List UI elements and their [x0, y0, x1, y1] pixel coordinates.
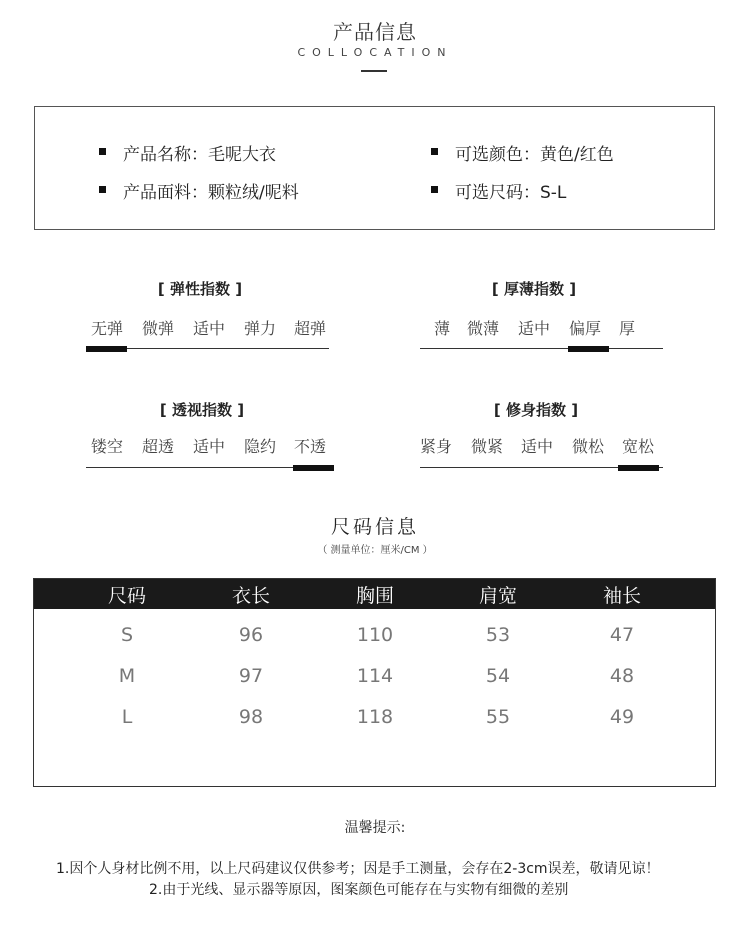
- table-cell: 48: [609, 665, 635, 687]
- fit-option: 宽松: [622, 437, 655, 456]
- fit-option: 紧身: [420, 437, 453, 456]
- size-table: [33, 578, 716, 787]
- thickness-selected-marker: [568, 346, 609, 352]
- thickness-option: 适中: [518, 319, 551, 338]
- product-name: 产品名称：毛呢大衣: [123, 145, 276, 165]
- product-sizes: 可选尺码：S-L: [455, 183, 567, 203]
- transparency-option: 超透: [142, 437, 175, 456]
- page-title: 产品信息: [333, 20, 417, 44]
- table-cell: M: [118, 665, 136, 687]
- table-cell: 110: [356, 624, 394, 646]
- transparency-index-title: [ 透视指数 ]: [159, 401, 245, 419]
- elasticity-option: 微弹: [142, 319, 175, 338]
- column-header: 袖长: [602, 585, 641, 607]
- column-header: 胸围: [355, 585, 394, 607]
- fit-option: 微松: [572, 437, 605, 456]
- table-cell: 53: [485, 624, 511, 646]
- thickness-option: 微薄: [467, 319, 500, 338]
- thickness-option: 厚: [619, 319, 636, 338]
- transparency-option: 适中: [193, 437, 226, 456]
- table-cell: 55: [485, 706, 511, 728]
- product-fabric: 产品面料：颗粒绒/呢料: [123, 183, 299, 203]
- page-subtitle: COLLOCATION: [297, 46, 453, 59]
- product-colors: 可选颜色：黄色/红色: [455, 145, 614, 165]
- table-cell: 114: [356, 665, 394, 687]
- thickness-option: 偏厚: [569, 319, 602, 338]
- table-cell: 118: [356, 706, 394, 728]
- elasticity-option: 适中: [193, 319, 226, 338]
- thickness-scale-line: [420, 348, 663, 349]
- column-header: 肩宽: [478, 585, 517, 607]
- transparency-option: 不透: [294, 437, 327, 456]
- table-cell: 96: [238, 624, 264, 646]
- tips-line-1: 1.因个人身材比例不用，以上尺码建议仅供参考；因是手工测量，会存在2-3cm误差，敬请见谅！: [56, 861, 660, 877]
- table-cell: 54: [485, 665, 511, 687]
- fit-selected-marker: [618, 465, 659, 471]
- fit-index-title: [ 修身指数 ]: [493, 401, 579, 419]
- size-table-header: [34, 579, 715, 609]
- thickness-option: 薄: [434, 319, 451, 338]
- bullet-icon: [99, 148, 106, 155]
- elasticity-index-title: [ 弹性指数 ]: [157, 280, 243, 298]
- bullet-icon: [431, 186, 438, 193]
- table-cell: 97: [238, 665, 264, 687]
- product-info-box: [34, 106, 715, 230]
- tips-line-2: 2.由于光线、显示器等原因，图案颜色可能存在与实物有细微的差别: [149, 882, 569, 898]
- title-divider: [361, 70, 387, 72]
- tips-title: 温馨提示:: [344, 820, 406, 836]
- table-cell: L: [121, 706, 133, 728]
- bullet-icon: [431, 148, 438, 155]
- elasticity-selected-marker: [86, 346, 127, 352]
- elasticity-option: 超弹: [294, 319, 327, 338]
- column-header: 尺码: [107, 585, 146, 607]
- table-cell: 98: [238, 706, 264, 728]
- table-cell: 47: [609, 624, 635, 646]
- fit-option: 微紧: [471, 437, 504, 456]
- fit-option: 适中: [521, 437, 554, 456]
- size-section-subtitle: （ 测量单位：厘米/CM ）: [317, 545, 433, 556]
- transparency-option: 隐约: [244, 437, 277, 456]
- thickness-index-title: [ 厚薄指数 ]: [491, 280, 577, 298]
- column-header: 衣长: [231, 585, 270, 607]
- size-section-title: 尺码信息: [330, 516, 419, 538]
- transparency-option: 镂空: [91, 437, 124, 456]
- bullet-icon: [99, 186, 106, 193]
- table-cell: S: [120, 624, 134, 646]
- elasticity-option: 无弹: [91, 319, 124, 338]
- transparency-selected-marker: [293, 465, 334, 471]
- elasticity-option: 弹力: [244, 319, 277, 338]
- table-cell: 49: [609, 706, 635, 728]
